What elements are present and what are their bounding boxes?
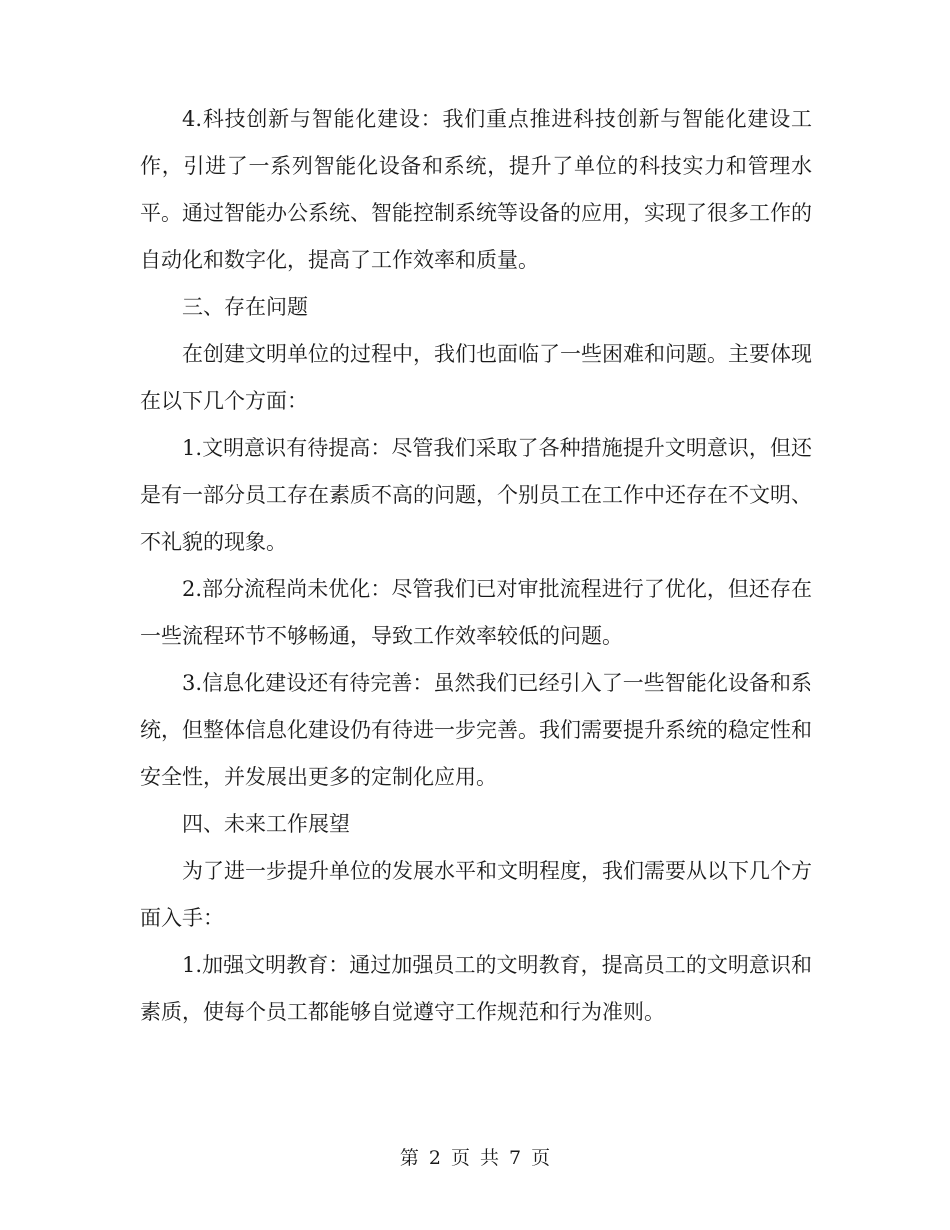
paragraph-outlook-1: 1.加强文明教育：通过加强员工的文明教育，提高员工的文明意识和素质，使每个员工都能够自觉遵守工作规范和行为准则。 [140,953,812,1024]
paragraph-problem-3: 3.信息化建设还有待完善：虽然我们已经引入了一些智能化设备和系统，但整体信息化建设仍有待进一步完善。我们需要提升系统的稳定性和安全性，并发展出更多的定制化应用。 [140,671,812,789]
paragraph-problems-intro: 在创建文明单位的过程中，我们也面临了一些困难和问题。主要体现在以下几个方面： [140,342,812,413]
paragraph-problem-2: 2.部分流程尚未优化：尽管我们已对审批流程进行了优化，但还存在一些流程环节不够畅通，导致工作效率较低的问题。 [140,577,812,648]
paragraph-problem-1: 1.文明意识有待提高：尽管我们采取了各种措施提升文明意识，但还是有一部分员工存在素质不高的问题，个别员工在工作中还存在不文明、不礼貌的现象。 [140,436,812,554]
section-heading-outlook: 四、未来工作展望 [182,812,350,836]
section-heading-problems: 三、存在问题 [182,295,308,319]
paragraph-outlook-intro: 为了进一步提升单位的发展水平和文明程度，我们需要从以下几个方面入手： [140,859,812,930]
page-number-footer: 第 2 页 共 7 页 [399,1147,551,1169]
document-body [140,96,812,1036]
paragraph-tech-innovation: 4.科技创新与智能化建设：我们重点推进科技创新与智能化建设工作，引进了一系列智能化设备和系统，提升了单位的科技实力和管理水平。通过智能办公系统、智能控制系统等设备的应用，实现了很多工作的自动化和数字化，提高了工作效率和质量。 [140,107,812,272]
